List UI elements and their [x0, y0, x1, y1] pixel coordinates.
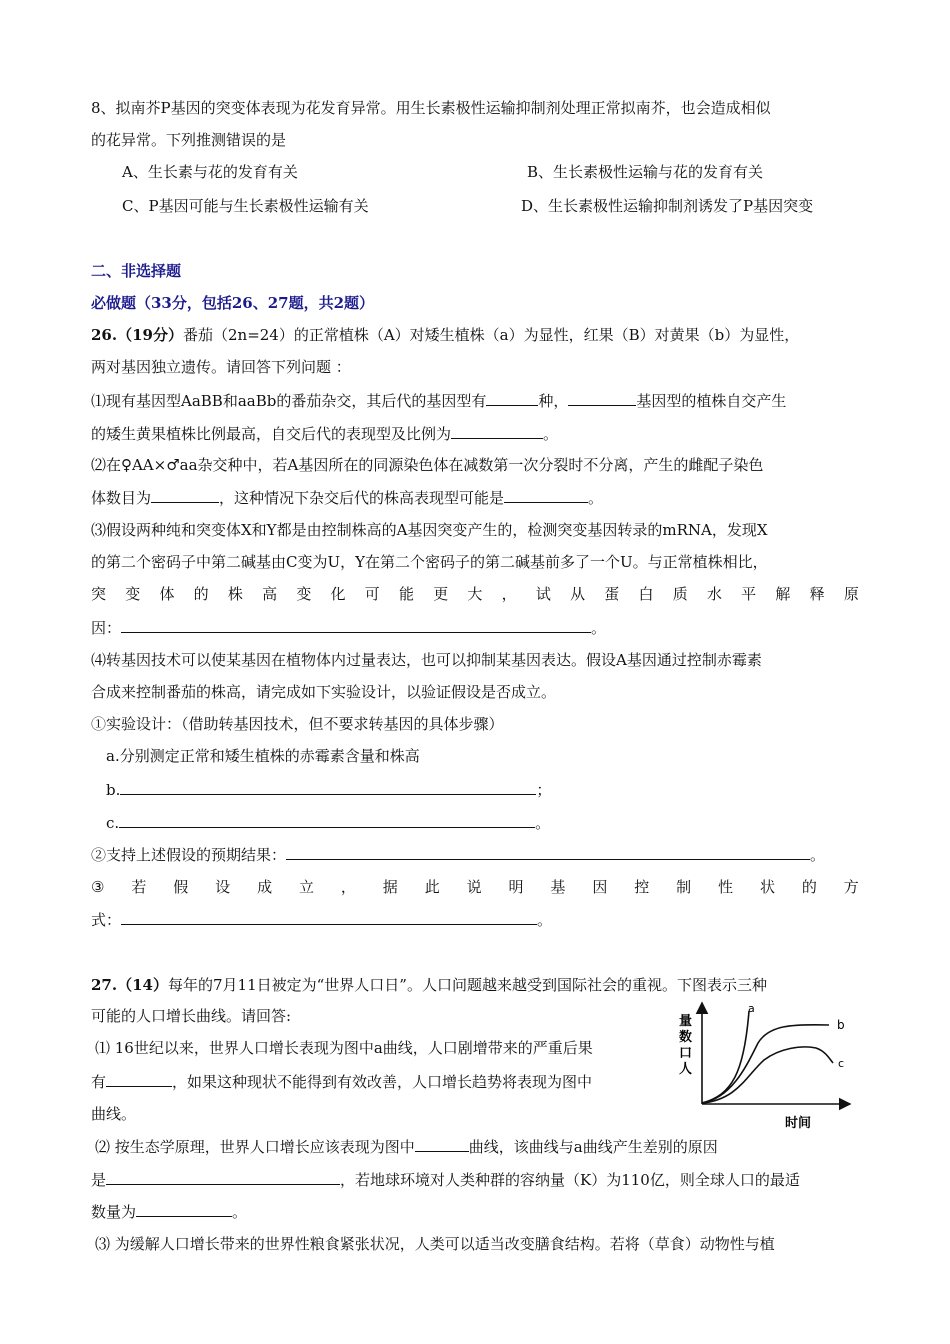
- q26-part2-line1: ⑵在♀AA×♂aa杂交种中，若A基因所在的同源染色体在减数第一次分裂时不分离，产生的雌配子染色: [91, 456, 764, 474]
- q26-gene-control-line2: [91, 909, 552, 930]
- q26-p2-text-d: 。: [588, 489, 604, 507]
- char: 据: [382, 878, 398, 896]
- q27-part1-line2: [91, 1071, 592, 1092]
- char: 解: [775, 585, 791, 603]
- q26-p1-text-e: 。: [543, 425, 559, 443]
- char: ③: [91, 878, 105, 896]
- char: 立: [298, 878, 314, 896]
- q27-p2-text-b: 曲线，该曲线与a曲线产生差别的原因: [468, 1138, 718, 1156]
- char: 若: [131, 878, 147, 896]
- char: 说: [466, 878, 482, 896]
- q26-part3-line1: ⑶假设两种纯和突变体X和Y都是由控制株高的A基因突变产生的，检测突变基因转录的mRNA，发现X: [91, 521, 768, 539]
- q27-part2-line2: [91, 1169, 800, 1190]
- q26-p3-text-e: 。: [591, 619, 607, 637]
- char: 变: [125, 585, 141, 603]
- answer-blank[interactable]: [486, 390, 538, 406]
- char: 成: [257, 878, 273, 896]
- char: 基: [550, 878, 566, 896]
- char: 的: [801, 878, 817, 896]
- step-end: 。: [535, 814, 551, 832]
- x-axis-label: 时间: [785, 1116, 812, 1131]
- q26-part3-line4: [91, 617, 606, 638]
- answer-blank[interactable]: [415, 1136, 469, 1152]
- answer-blank[interactable]: [286, 844, 810, 860]
- q26-p1-text-a: ⑴现有基因型AaBB和aaBb的番茄杂交，其后代的基因型有: [91, 392, 487, 410]
- q26-p2-text-b: 体数目为: [91, 489, 152, 507]
- char: 因: [592, 878, 608, 896]
- char: 突: [91, 585, 107, 603]
- q27-p2-text-a: ⑵ 按生态学原理，世界人口增长应该表现为图中: [95, 1138, 415, 1156]
- q27-stem-line2: 可能的人口增长曲线。请回答:: [91, 1007, 292, 1025]
- q8-option-a: A、生长素与花的发育有关: [122, 163, 298, 181]
- char: 方: [843, 878, 859, 896]
- population-growth-graph: [679, 1002, 854, 1133]
- q26-part4-line2: 合成来控制番茄的株高，请完成如下实验设计，以验证假设是否成立。: [91, 683, 557, 701]
- char: 可: [364, 585, 380, 603]
- q26-stem-line2: 两对基因独立遗传。请回答下列问题 ：: [91, 358, 351, 376]
- char: 试: [535, 585, 551, 603]
- result-end: 。: [810, 846, 826, 864]
- way-end: 。: [537, 911, 553, 929]
- char: 平: [741, 585, 757, 603]
- char: 明: [508, 878, 524, 896]
- char: ，: [340, 878, 356, 896]
- curve-a-label: a: [748, 1002, 755, 1015]
- answer-blank[interactable]: [568, 390, 636, 406]
- q26-experiment-design: ①实验设计：（借助转基因技术，但不要求转基因的具体步骤）: [91, 715, 504, 733]
- char: 水: [706, 585, 722, 603]
- q27-part3-line1: ⑶ 为缓解人口增长带来的世界性粮食紧张状况，人类可以适当改变膳食结构。若将（草食）动物性与植: [95, 1235, 775, 1253]
- char: 株: [227, 585, 243, 603]
- char: 性: [718, 878, 734, 896]
- step-end: ；: [536, 781, 552, 799]
- q26-p1-text-c: 基因型的植株自交产生: [636, 392, 787, 410]
- q27-p1-text-c: ，如果这种现状不能得到有效改善，人口增长趋势将表现为图中: [172, 1073, 593, 1091]
- q27-stem-text: 每年的7月11日被定为“世界人口日”。人口问题越来越受到国际社会的重视。下图表示三种: [167, 976, 767, 994]
- char: 从: [570, 585, 586, 603]
- q26-gene-control-line1: [91, 877, 859, 897]
- answer-blank[interactable]: [121, 617, 591, 633]
- step-label: c.: [106, 814, 120, 832]
- char: 假: [173, 878, 189, 896]
- answer-blank[interactable]: [121, 909, 537, 925]
- char: 高: [262, 585, 278, 603]
- q26-part4-line1: ⑷转基因技术可以使某基因在植物体内过量表达，也可以抑制某基因表达。假设A基因通过控制赤霉素: [91, 651, 762, 669]
- char: 蛋: [604, 585, 620, 603]
- required-heading: 必做题（33分，包括26、27题，共2题）: [91, 294, 375, 312]
- char: 此: [424, 878, 440, 896]
- char: 变: [296, 585, 312, 603]
- char: 化: [330, 585, 346, 603]
- curve-a: [702, 1011, 749, 1103]
- q27-p2-text-d: ，若地球环境对人类种群的容纳量（K）为110亿，则全球人口的最适: [340, 1171, 800, 1189]
- result-label: ②支持上述假设的预期结果：: [91, 846, 287, 864]
- char: 的: [193, 585, 209, 603]
- y-label-char: 量: [679, 1014, 693, 1029]
- q27-part2-line3: [91, 1201, 247, 1222]
- char: 制: [676, 878, 692, 896]
- q27-part2-line1: [95, 1136, 718, 1157]
- q27-part1-line1: ⑴ 16世纪以来，世界人口增长表现为图中a曲线，人口剧增带来的严重后果: [95, 1039, 593, 1057]
- q27-p2-text-f: 。: [232, 1203, 248, 1221]
- curve-c-label: c: [838, 1057, 845, 1070]
- q27-p1-text-b: 有: [91, 1073, 107, 1091]
- answer-blank[interactable]: [120, 779, 536, 795]
- char: 大: [467, 585, 483, 603]
- q27-stem-line1: [91, 975, 767, 995]
- q26-part1-line1: [91, 390, 786, 411]
- q26-p1-text-b: 种，: [538, 392, 569, 410]
- q26-experiment-step-a: a.分别测定正常和矮生植株的赤霉素含量和株高: [106, 747, 420, 765]
- char: 原: [843, 585, 859, 603]
- q26-part2-line2: [91, 487, 603, 508]
- q26-stem-text: 番茄（2n=24）的正常植株（A）对矮生植株（a）为显性，红果（B）对黄果（b）为显性，: [182, 326, 800, 344]
- answer-blank[interactable]: [504, 487, 588, 503]
- q27-p2-text-e: 数量为: [91, 1203, 137, 1221]
- y-label-char: 数: [679, 1030, 693, 1045]
- q26-p1-text-d: 的矮生黄果植株比例最高，自交后代的表现型及比例为: [91, 425, 452, 443]
- y-label-char: 人: [679, 1062, 693, 1077]
- q8-stem-line1: 8、拟南芥P基因的突变体表现为花发育异常。用生长素极性运输抑制剂处理正常拟南芥，也会造成相似: [91, 99, 771, 117]
- q26-experiment-step-b: [106, 779, 551, 800]
- char: 设: [215, 878, 231, 896]
- q26-experiment-step-c: [106, 812, 550, 833]
- char: 控: [634, 878, 650, 896]
- way-label: 式：: [91, 911, 122, 929]
- q26-p3-text-d: 因：: [91, 619, 122, 637]
- char: ，: [501, 585, 517, 603]
- q26-number: 26.（19分）: [91, 326, 183, 344]
- q26-part3-line3: [91, 584, 859, 604]
- q27-part1-line3: 曲线。: [91, 1105, 137, 1123]
- step-label: b.: [106, 781, 121, 799]
- char: 白: [638, 585, 654, 603]
- curve-b-label: b: [837, 1018, 845, 1032]
- char: 质: [672, 585, 688, 603]
- section-title: 二、非选择题: [91, 262, 182, 280]
- char: 状: [759, 878, 775, 896]
- q8-option-d: D、生长素极性运输抑制剂诱发了P基因突变: [521, 197, 814, 215]
- answer-blank[interactable]: [136, 1201, 232, 1217]
- q26-part3-line2: 的第二个密码子中第二碱基由C变为U，Y在第二个密码子的第二碱基前多了一个U。与正常植株相比，: [91, 553, 768, 571]
- char: 释: [809, 585, 825, 603]
- y-label-char: 口: [679, 1046, 693, 1061]
- answer-blank[interactable]: [451, 423, 543, 439]
- q26-p2-text-c: ，这种情况下杂交后代的株高表现型可能是: [219, 489, 505, 507]
- answer-blank[interactable]: [151, 487, 219, 503]
- answer-blank[interactable]: [106, 1071, 172, 1087]
- char: 能: [398, 585, 414, 603]
- q26-expected-result: [91, 844, 825, 865]
- answer-blank[interactable]: [119, 812, 535, 828]
- q8-option-c: C、P基因可能与生长素极性运输有关: [122, 197, 369, 215]
- q27-number: 27.（14）: [91, 976, 168, 994]
- char: 更: [433, 585, 449, 603]
- q8-stem-line2: 的花异常。下列推测错误的是: [91, 131, 287, 149]
- q8-option-b: B、生长素极性运输与花的发育有关: [527, 163, 764, 181]
- curve-b: [702, 1025, 829, 1103]
- char: 体: [159, 585, 175, 603]
- answer-blank[interactable]: [106, 1169, 340, 1185]
- q26-stem-line1: [91, 325, 799, 345]
- q27-p2-text-c: 是: [91, 1171, 107, 1189]
- q26-part1-line2: [91, 423, 558, 444]
